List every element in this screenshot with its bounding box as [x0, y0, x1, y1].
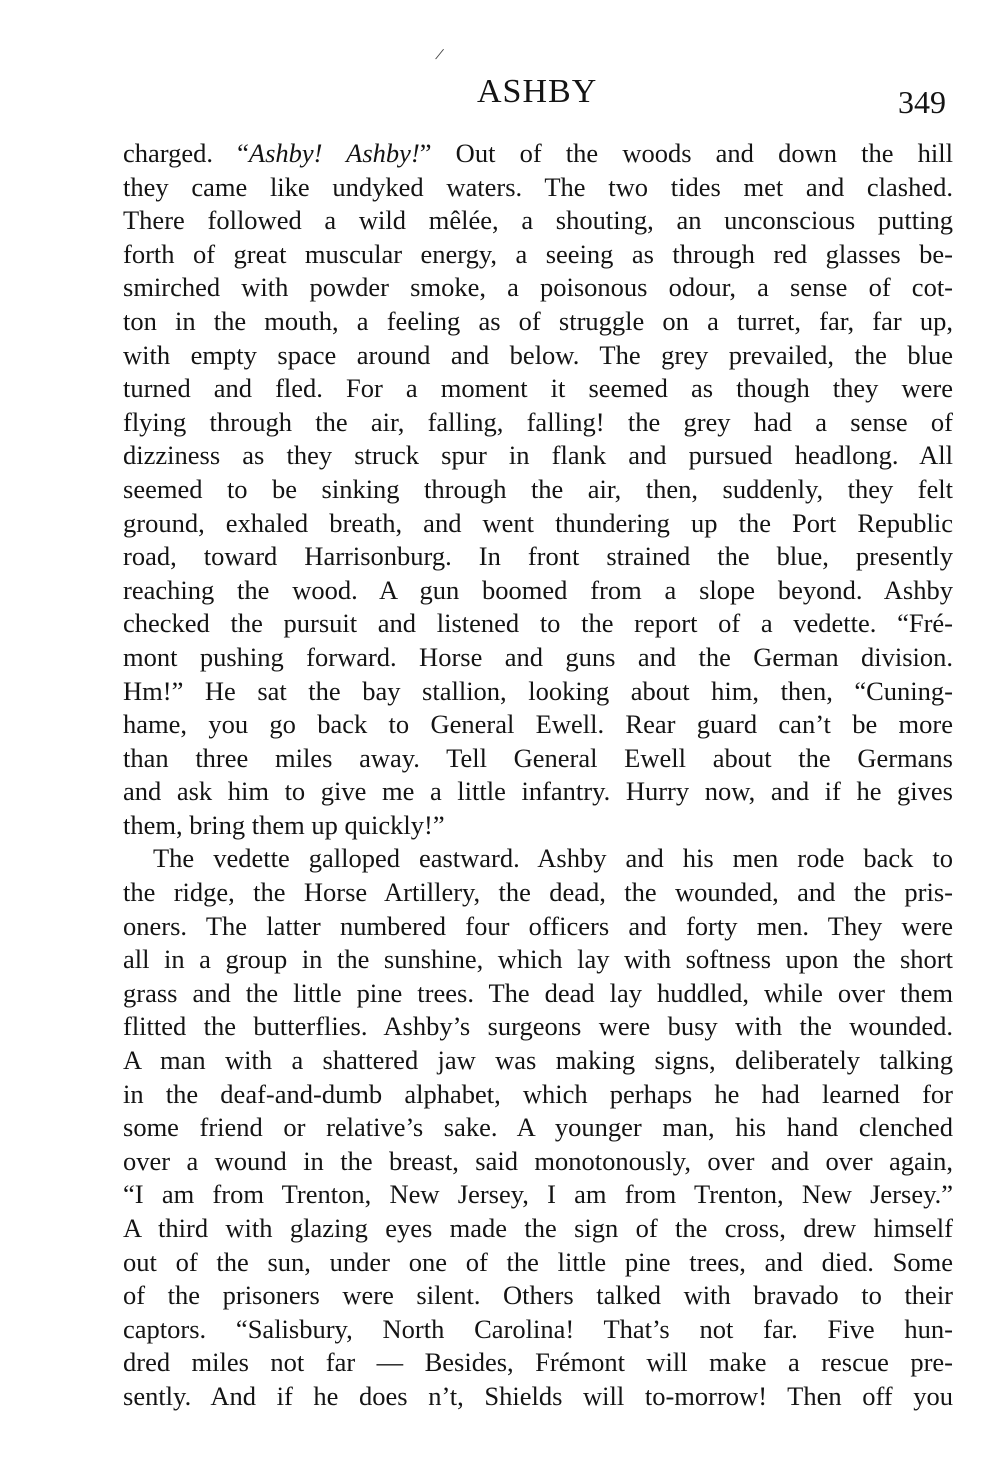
text-line: the ridge, the Horse Artillery, the dead, the wounded, and the pris-: [123, 877, 953, 908]
text-line: Hm!” He sat the bay stallion, looking about him, then, “Cuning-: [123, 675, 953, 706]
text-line: flitted the butterflies. Ashby’s surgeons were busy with the wounded.: [123, 1011, 953, 1042]
text-line: seemed to be sinking through the air, then, suddenly, they felt: [123, 473, 953, 504]
text-line: A third with glazing eyes made the sign of the cross, drew himself: [123, 1213, 953, 1243]
text-line: them, bring them up quickly!”: [123, 809, 445, 840]
text-line: dizziness as they struck spur in flank and pursued headlong. All: [123, 440, 953, 471]
text-line: ton in the mouth, a feeling as of struggle on a turret, far, far up,: [123, 305, 953, 336]
text-line: and ask him to give me a little infantry. Hurry now, and if he gives: [123, 776, 953, 807]
text-line: oners. The latter numbered four officers and forty men. They were: [123, 910, 953, 941]
text-line: they came like undyked waters. The two tides met and clashed.: [123, 171, 953, 202]
text-line: There followed a wild mêlée, a shouting, an unconscious putting: [123, 205, 953, 236]
text-line: of the prisoners were silent. Others talked with bravado to their: [123, 1280, 953, 1311]
text-line: flying through the air, falling, falling! the grey had a sense of: [123, 406, 953, 437]
text-line: in the deaf-and-dumb alphabet, which perhaps he had learned for: [123, 1078, 953, 1109]
text-line: captors. “Salisbury, North Carolina! That’s not far. Five hun-: [123, 1313, 953, 1344]
text-line: A man with a shattered jaw was making signs, deliberately talking: [123, 1045, 953, 1076]
text-line: grass and the little pine trees. The dead lay huddled, while over them: [123, 977, 953, 1008]
text-line: forth of great muscular energy, a seeing as through red glasses be-: [123, 238, 953, 269]
text-line: The vedette galloped eastward. Ashby and his men rode back to: [153, 843, 953, 874]
text-line: smirched with powder smoke, a poisonous odour, a sense of cot-: [123, 272, 953, 303]
text-line: ground, exhaled breath, and went thundering up the Port Republic: [123, 507, 953, 538]
text-line: “I am from Trenton, New Jersey, I am from Trenton, New Jersey.”: [123, 1179, 953, 1210]
text-line: sently. And if he does n’t, Shields will to-morrow! Then off you: [123, 1380, 953, 1411]
battle-cry: Ashby! Ashby!: [248, 138, 420, 168]
text-line: with empty space around and below. The grey prevailed, the blue: [123, 339, 953, 370]
text-line: over a wound in the breast, said monotonously, over and over again,: [123, 1145, 953, 1176]
text-line: checked the pursuit and listened to the report of a vedette. “Fré-: [123, 608, 953, 639]
text-line: all in a group in the sunshine, which lay with softness upon the short: [123, 944, 953, 975]
text-line: some friend or relative’s sake. A younger man, his hand clenched: [123, 1112, 953, 1143]
text-line: road, toward Harrisonburg. In front strained the blue, presently: [123, 541, 953, 572]
text-line: mont pushing forward. Horse and guns and the German division.: [123, 641, 953, 672]
running-title: ASHBY: [477, 73, 598, 110]
text-line: reaching the wood. A gun boomed from a slope beyond. Ashby: [123, 574, 953, 605]
text-line: turned and fled. For a moment it seemed as though they were: [123, 373, 953, 404]
body-text: [123, 137, 953, 1414]
text-line: charged. “Ashby! Ashby!” Out of the woods and down the hill: [123, 138, 953, 168]
stray-pencil-mark: /: [433, 43, 446, 65]
text-line: out of the sun, under one of the little pine trees, and died. Some: [123, 1246, 953, 1277]
page-number: 349: [898, 84, 946, 120]
text-line: than three miles away. Tell General Ewell about the Germans: [123, 742, 953, 773]
text-line: dred miles not far — Besides, Frémont will make a rescue pre-: [123, 1347, 953, 1378]
text-line: hame, you go back to General Ewell. Rear guard can’t be more: [123, 709, 953, 740]
